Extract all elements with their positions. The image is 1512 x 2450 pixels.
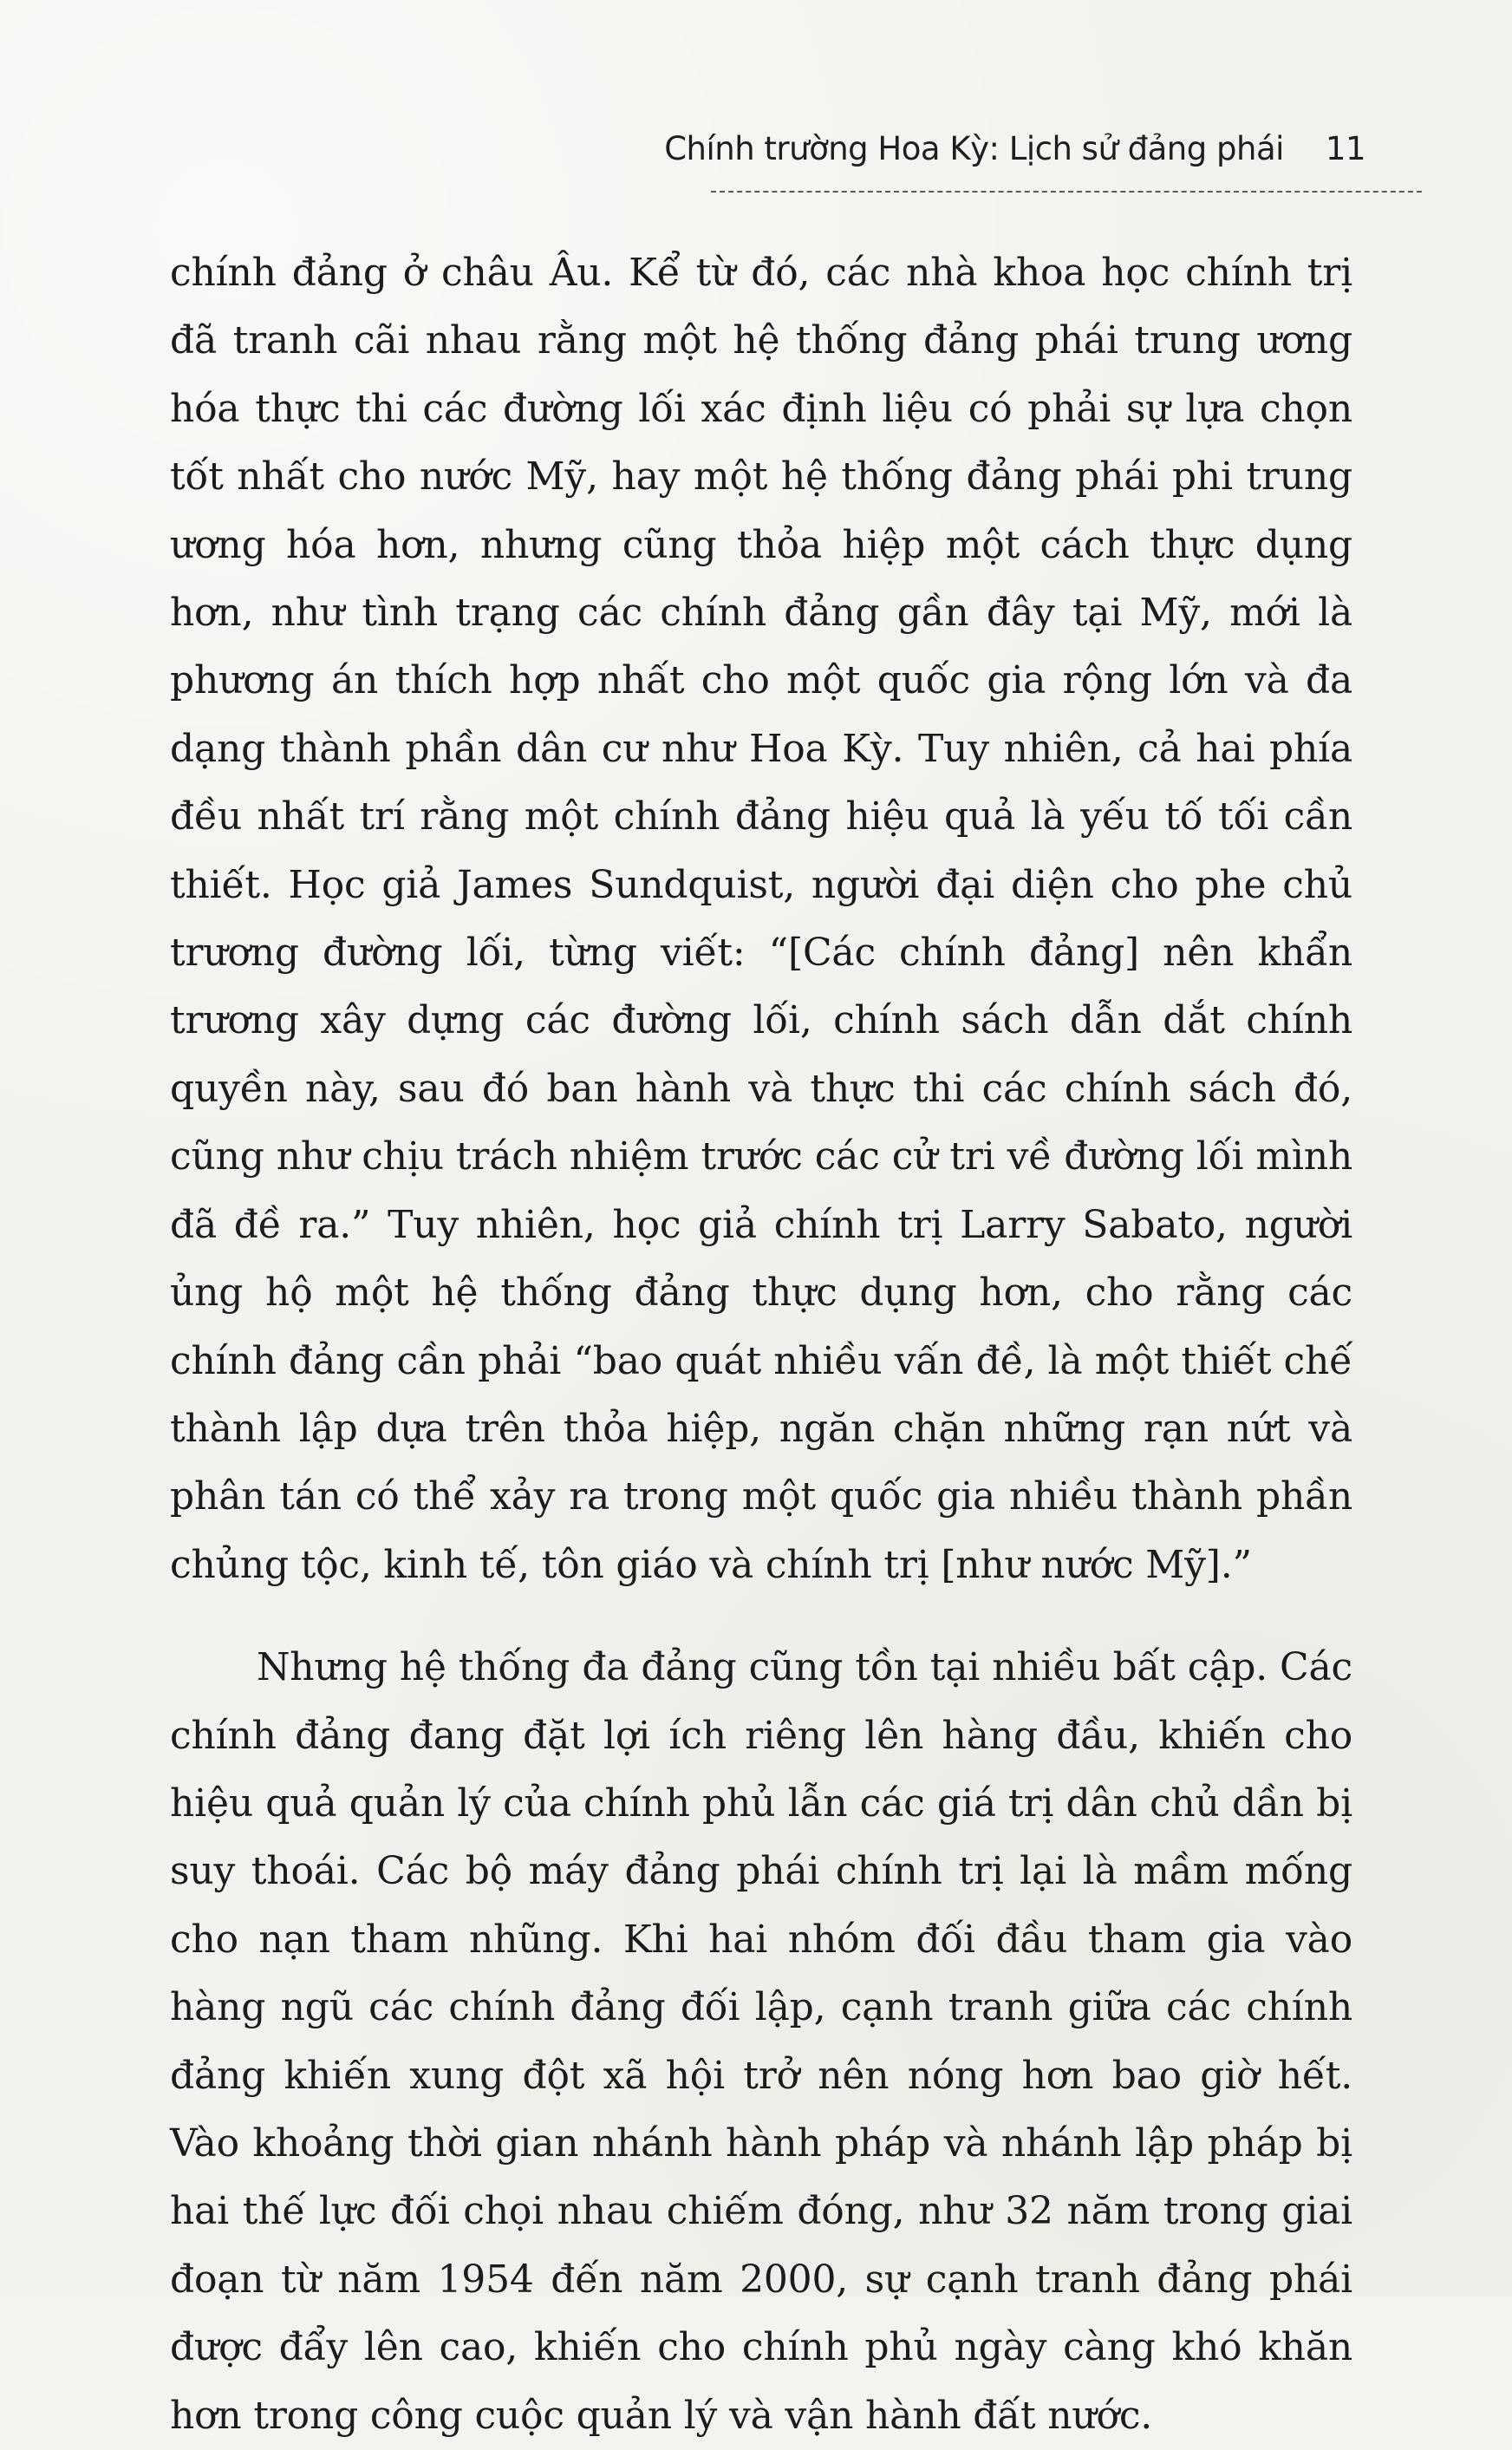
paragraph-2: Nhưng hệ thống đa đảng cũng tồn tại nhiều bất cập. Các chính đảng đang đặt lợi ích riêng lên hàng đầu, khiến cho hiệu quả quản lý của chính phủ lẫn các giá trị dân chủ dần bị suy thoái. Các bộ máy đảng phái chính trị lại là mầm mống cho nạn tham nhũng. Khi hai nhóm đối đầu tham gia vào hàng ngũ các chính đảng đối lập, cạnh tranh giữa các chính đảng khiến xung đột xã hội trở nên nóng hơn bao giờ hết. Vào khoảng thời gian nhánh hành pháp và nhánh lập pháp bị hai thế lực đối chọi nhau chiếm đóng, như 32 năm trong giai đoạn từ năm 1954 đến năm 2000, sự cạnh tranh đảng phái được đẩy lên cao, khiến cho chính phủ ngày càng khó khăn hơn trong công cuộc quản lý và vận hành đất nước. — [170, 1645, 1352, 2438]
page-number: 11 — [1325, 130, 1365, 167]
body-text — [170, 239, 1352, 2450]
running-header — [0, 130, 1365, 167]
running-title: Chính trường Hoa Kỳ: Lịch sử đảng phái — [664, 130, 1284, 167]
paragraph-1: chính đảng ở châu Âu. Kể từ đó, các nhà khoa học chính trị đã tranh cãi nhau rằng một hệ thống đảng phái trung ương hóa thực thi các đường lối xác định liệu có phải sự lựa chọn tốt nhất cho nước Mỹ, hay một hệ thống đảng phái phi trung ương hóa hơn, nhưng cũng thỏa hiệp một cách thực dụng hơn, như tình trạng các chính đảng gần đây tại Mỹ, mới là phương án thích hợp nhất cho một quốc gia rộng lớn và đa dạng thành phần dân cư như Hoa Kỳ. Tuy nhiên, cả hai phía đều nhất trí rằng một chính đảng hiệu quả là yếu tố tối cần thiết. Học giả James Sundquist, người đại diện cho phe chủ trương đường lối, từng viết: “[Các chính đảng] nên khẩn trương xây dựng các đường lối, chính sách dẫn dắt chính quyền này, sau đó ban hành và thực thi các chính sách đó, cũng như chịu trách nhiệm trước các cử tri về đường lối mình đã đề ra.” Tuy nhiên, học giả chính trị Larry Sabato, người ủng hộ một hệ thống đảng thực dụng hơn, cho rằng các chính đảng cần phải “bao quát nhiều vấn đề, là một thiết chế thành lập dựa trên thỏa hiệp, ngăn chặn những rạn nứt và phân tán có thể xảy ra trong một quốc gia nhiều thành phần chủng tộc, kinh tế, tôn giáo và chính trị [như nước Mỹ].” — [170, 251, 1352, 1587]
header-dashed-rule — [711, 191, 1422, 193]
